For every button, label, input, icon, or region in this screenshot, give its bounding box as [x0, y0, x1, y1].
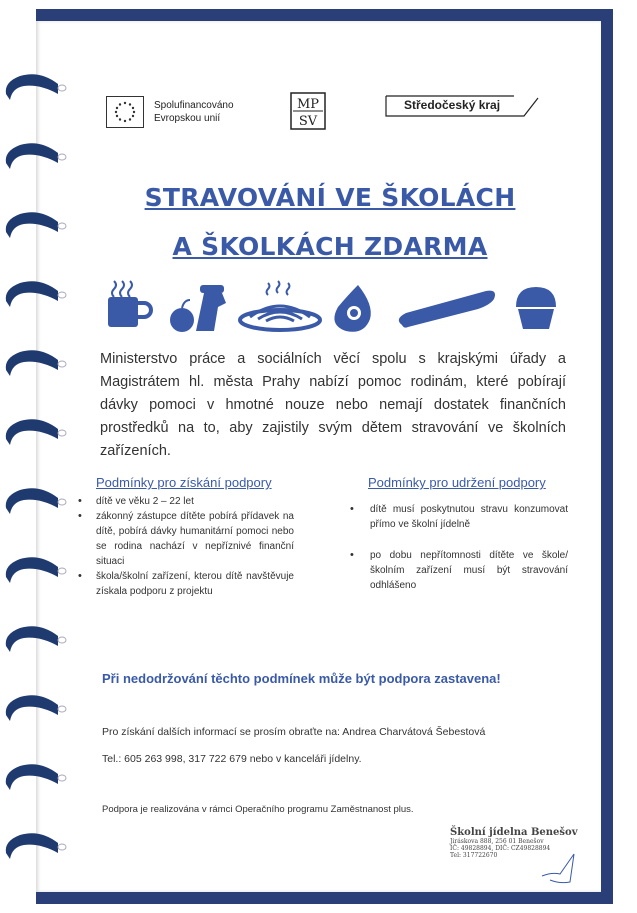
conditions-obtain-heading: Podmínky pro získání podpory	[96, 475, 272, 490]
spaghetti-icon	[240, 281, 320, 330]
support-note: Podpora je realizována v rámci Operačního programu Zaměstnanost plus.	[102, 804, 414, 815]
stamp-name: Školní jídelna Benešov	[450, 827, 578, 838]
mpsv-logo	[290, 92, 326, 130]
eu-logo-text-line1: Spolufinancováno	[154, 100, 234, 111]
eu-logo-text-line2: Evropskou unií	[154, 113, 221, 124]
conditions-keep-list	[350, 502, 568, 609]
binding-ring	[6, 764, 66, 790]
baguette-icon	[399, 291, 495, 328]
binding-ring	[6, 557, 66, 583]
binding-ring	[6, 488, 66, 514]
signature-mark	[540, 846, 580, 886]
hot-drink-icon	[108, 281, 151, 327]
binding-ring	[6, 74, 66, 100]
mpsv-logo-top: MP	[296, 97, 320, 112]
binding-ring	[6, 626, 66, 652]
stamp-address: Jiráskova 888, 256 01 Benešov	[450, 838, 544, 845]
binding-ring	[6, 350, 66, 376]
list-item: • zákonný zástupce dítěte pobírá přídavek na dítě, pobírá dávky humanitární pomoci nebo se rodina nachází v nepříznivé finanční situaci	[78, 509, 294, 569]
list-item: • dítě ve věku 2 – 22 let	[78, 494, 294, 509]
conditions-obtain-list	[78, 494, 294, 599]
mpsv-logo-bottom: SV	[298, 114, 318, 129]
conditions-keep-heading: Podmínky pro udržení podpory	[368, 475, 546, 490]
binding-ring	[6, 419, 66, 445]
spiral-binding	[0, 60, 70, 860]
muffin-icon	[516, 287, 556, 329]
binding-ring	[6, 695, 66, 721]
title-line1: STRAVOVÁNÍ VE ŠKOLÁCH	[144, 183, 516, 212]
list-item: • škola/školní zařízení, kterou dítě navštěvuje získala podporu z projektu	[78, 569, 294, 599]
list-item: • dítě musí poskytnutou stravu konzumovat přímo ve školní jídelně	[350, 502, 568, 532]
frame-right-border	[601, 9, 613, 904]
binding-ring	[6, 281, 66, 307]
contact-info: Pro získání dalších informací se prosím obraťte na: Andrea Charvátová Šebestová	[102, 726, 486, 738]
eu-flag-icon	[106, 96, 144, 128]
eu-logo	[106, 96, 234, 128]
frame-bottom-border	[36, 892, 613, 904]
avocado-icon	[334, 285, 370, 332]
binding-ring	[6, 833, 66, 859]
contact-phone: Tel.: 605 263 998, 317 722 679 nebo v kanceláři jídelny.	[102, 753, 362, 765]
list-item: • po dobu nepřítomnosti dítěte ve škole/školním zařízení musí být stravování odhlášeno	[350, 548, 568, 593]
food-icons-row	[100, 275, 560, 335]
stamp-ids: IČ: 49828894, DIČ: CZ49828894	[450, 845, 551, 852]
stamp-tel: Tel: 317722670	[450, 852, 498, 859]
warning-text: Při nedodržování těchto podmínek může být podpora zastavena!	[102, 671, 501, 686]
apple-and-mixer-icon	[170, 285, 226, 332]
binding-ring	[6, 143, 66, 169]
intro-paragraph: Ministerstvo práce a sociálních věcí spolu s krajskými úřady a Magistrátem hl. města Prahy nabízí pomoc rodinám, které pobírají dávky pomoci v hmotné nouze nebo nemají dostatek finančních prostředků na to, aby zajistily svým dětem stravování ve školních zařízeních.	[100, 351, 566, 459]
binding-ring	[6, 212, 66, 238]
frame-top-border	[36, 9, 613, 21]
title-line2: A ŠKOLKÁCH ZDARMA	[172, 232, 488, 261]
region-logo-text: Středočeský kraj	[404, 98, 501, 112]
